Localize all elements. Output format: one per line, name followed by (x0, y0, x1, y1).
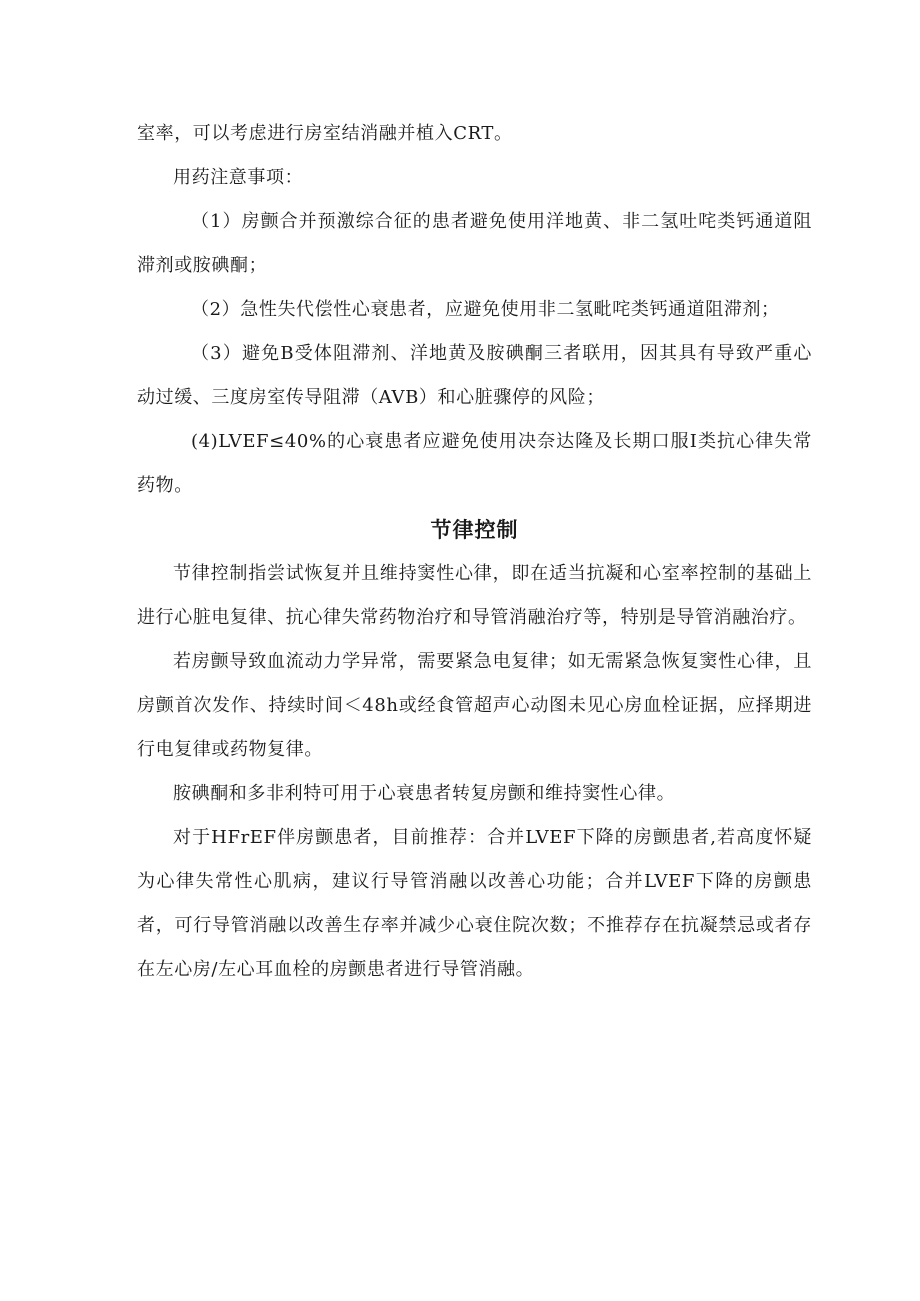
paragraph-rhythm-control-definition: 节律控制指尝试恢复并且维持窦性心律，即在适当抗凝和心室率控制的基础上进行心脏电复律、抗心律失常药物治疗和导管消融治疗等，特别是导管消融治疗。 (137, 563, 812, 628)
paragraph-note-4: (4)LVEF≤40%的心衰患者应避免使用决奈达隆及长期口服I类抗心律失常药物。 (137, 431, 812, 496)
paragraph-hfref-recommendation: 对于HFrEF伴房颤患者，目前推荐：合并LVEF下降的房颤患者,若高度怀疑为心律失常性心肌病，建议行导管消融以改善心功能；合并LVEF下降的房颤患者，可行导管消融以改善生存率并减少心衰住院次数；不推荐存在抗凝禁忌或者存在左心房/左心耳血栓的房颤患者进行导管消融。 (137, 827, 812, 980)
paragraph-amiodarone-dofetilide: 胺碘酮和多非利特可用于心衰患者转复房颤和维持窦性心律。 (173, 783, 676, 804)
paragraph-note-2: （2）急性失代偿性心衰患者，应避免使用非二氢毗咤类钙通道阻滞剂； (191, 299, 780, 320)
paragraph-cardioversion: 若房颤导致血流动力学异常，需要紧急电复律；如无需紧急恢复窦性心律，且房颤首次发作、持续时间＜48h或经食管超声心动图未见心房血栓证据，应择期进行电复律或药物复律。 (137, 651, 812, 760)
section-heading: 节律控制 (430, 518, 519, 542)
document-body (137, 112, 812, 992)
paragraph-note-3: （3）避免B受体阻滞剂、洋地黄及胺碘酮三者联用，因其具有导致严重心动过缓、三度房室传导阻滞（AVB）和心脏骤停的风险； (137, 343, 812, 408)
paragraph-continuation: 室率，可以考虑进行房室结消融并植入CRT。 (137, 123, 513, 144)
paragraph-medication-notes-title: 用药注意事项： (173, 167, 304, 188)
paragraph-note-1: （1）房颤合并预激综合征的患者避免使用洋地黄、非二氢吐咤类钙通道阻滞剂或胺碘酮； (137, 211, 812, 276)
